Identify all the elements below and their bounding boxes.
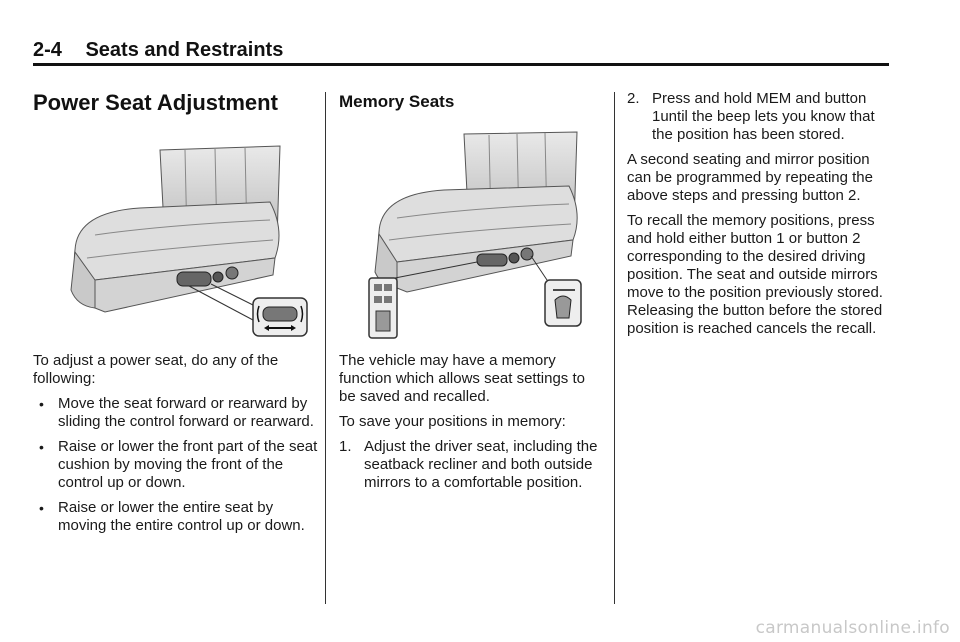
bullet-icon: • <box>39 439 44 455</box>
memory-intro-text: The vehicle may have a memory function which allows seat settings to be saved and recalled. <box>339 352 585 405</box>
intro-text: To adjust a power seat, do any of the following: <box>33 352 279 387</box>
recall-text: To recall the memory positions, press and hold either button 1 or button 2 corresponding to the desired driving position. The seat and outside mirrors move to the position previously stored. Releasing the button before the stored position is reached cancels the recall. <box>627 212 883 337</box>
list-item: • Raise or lower the front part of the seat cushion by moving the front of the control up or down. <box>39 438 318 491</box>
power-seat-illustration <box>65 140 310 340</box>
column-memory-continued <box>627 90 889 345</box>
column-power-seat <box>33 90 318 542</box>
heading-memory-seats: Memory Seats <box>339 92 455 111</box>
bullet-icon: • <box>39 500 44 516</box>
page-header <box>33 39 889 62</box>
column-divider <box>614 92 615 604</box>
save-intro-text: To save your positions in memory: <box>339 413 566 430</box>
header-rule <box>33 63 889 66</box>
list-item: • Move the seat forward or rearward by sliding the control forward or rearward. <box>39 395 314 430</box>
section-title: Seats and Restraints <box>85 39 284 61</box>
watermark: carmanualsonline.info <box>755 618 950 638</box>
list-item: 2. Press and hold MEM and button 1until the beep lets you know that the position has been stored. <box>627 90 875 143</box>
bullet-icon: • <box>39 396 44 412</box>
list-item: • Raise or lower the entire seat by moving the entire control up or down. <box>39 499 305 534</box>
column-memory-seats <box>339 90 601 499</box>
list-item: 1. Adjust the driver seat, including the seatback recliner and both outside mirrors to a comfortable position. <box>339 438 598 491</box>
column-divider <box>325 92 326 604</box>
second-position-text: A second seating and mirror position can be programmed by repeating the above steps and pressing button 2. <box>627 151 873 204</box>
memory-seat-illustration <box>349 128 599 340</box>
page-number: 2-4 <box>33 39 62 61</box>
heading-power-seat: Power Seat Adjustment <box>33 90 278 115</box>
